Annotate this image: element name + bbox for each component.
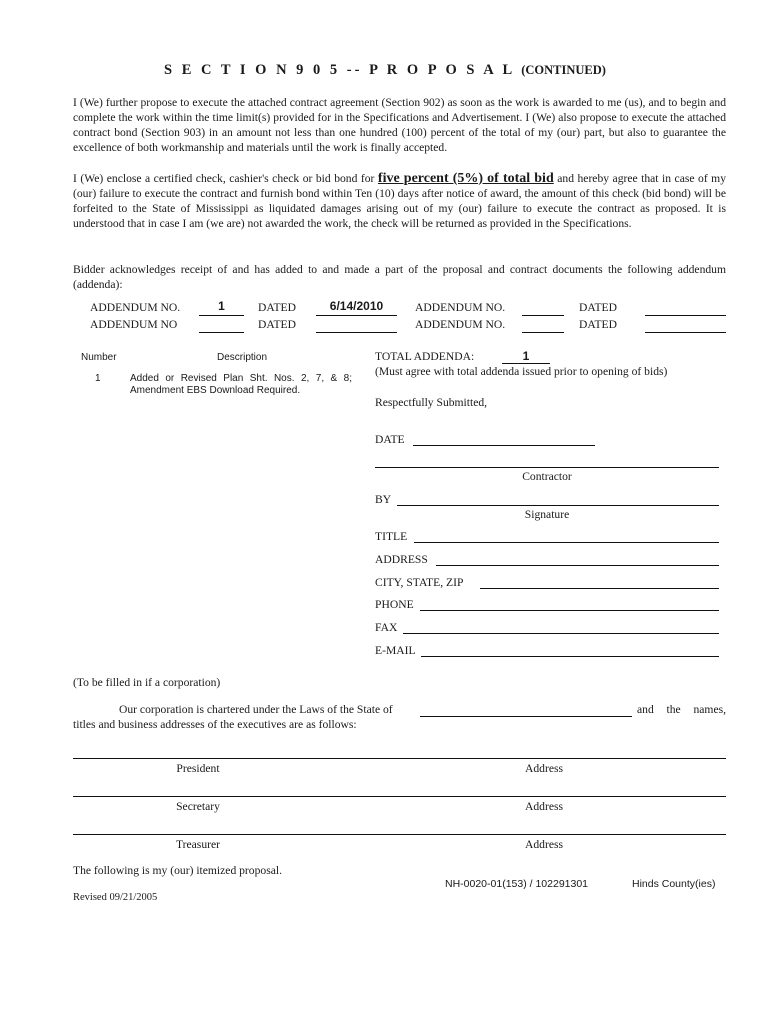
col-header-number: Number xyxy=(81,352,117,363)
continued-label: (CONTINUED) xyxy=(521,63,606,77)
email-label: E-MAIL xyxy=(375,644,416,657)
addenda-row-number: 1 xyxy=(95,373,101,384)
addendum-date-2a-line[interactable] xyxy=(316,332,397,333)
addendum-label-1b: ADDENDUM NO. xyxy=(415,301,506,314)
corporation-state-field[interactable] xyxy=(420,716,632,717)
phone-label: PHONE xyxy=(375,598,414,611)
revised-date: Revised 09/21/2005 xyxy=(73,892,158,903)
col-header-description: Description xyxy=(217,352,268,363)
contractor-field[interactable] xyxy=(375,467,719,468)
fax-label: FAX xyxy=(375,621,398,634)
addendum-date-1b-line[interactable] xyxy=(645,315,726,316)
addendum-number-1a[interactable]: 1 xyxy=(218,299,225,313)
addendum-number-1b-line[interactable] xyxy=(522,315,564,316)
addendum-dated-label-2b: DATED xyxy=(579,318,617,331)
total-addenda-value[interactable]: 1 xyxy=(522,349,530,363)
corporation-line-suffix: and the names, xyxy=(637,703,726,716)
address-field[interactable] xyxy=(436,565,719,566)
email-field[interactable] xyxy=(421,656,719,657)
secretary-address-label: Address xyxy=(525,800,563,813)
project-number: NH-0020-01(153) / 102291301 xyxy=(445,878,589,890)
title-label: TITLE xyxy=(375,530,408,543)
title-field[interactable] xyxy=(414,542,719,543)
corporation-note: (To be filled in if a corporation) xyxy=(73,676,221,689)
addendum-date-1a-line xyxy=(316,315,397,316)
treasurer-field[interactable] xyxy=(73,834,726,835)
addendum-dated-label-2a: DATED xyxy=(258,318,296,331)
addendum-label-2a: ADDENDUM NO xyxy=(90,318,178,331)
city-state-zip-field[interactable] xyxy=(480,588,719,589)
secretary-label: Secretary xyxy=(176,800,220,813)
proposal-paragraph-1: I (We) further propose to execute the attached contract agreement (Section 902) as soon as the work is awarded to me (us), and to begin and complete the work within the time limit(s) provided for in the Specifications and Advertisement. I (We) also propose to execute the attached contract bond (Section 903) in an amount not less than one hundred (100) percent of the total of my (our) part, but also to guarantee the excellence of both workmanship and materials until the work is finally accepted. xyxy=(73,96,726,154)
date-label: DATE xyxy=(375,433,405,446)
president-address-label: Address xyxy=(525,762,563,775)
bond-text-prefix: I (We) enclose a certified check, cashier's check or bid bond for xyxy=(73,172,375,185)
president-field[interactable] xyxy=(73,758,726,759)
addendum-date-2b-line[interactable] xyxy=(645,332,726,333)
secretary-field[interactable] xyxy=(73,796,726,797)
total-addenda-line xyxy=(502,363,550,364)
county-label: Hinds County(ies) xyxy=(632,878,716,890)
itemized-proposal-text: The following is my (our) itemized proposal. xyxy=(73,864,282,877)
addenda-acknowledgement: Bidder acknowledges receipt of and has added to and made a part of the proposal and contract documents the following addendum (addenda): xyxy=(73,263,726,291)
addendum-date-1a[interactable]: 6/14/2010 xyxy=(329,299,384,313)
bond-amount: five percent (5%) of total bid xyxy=(377,171,554,186)
city-state-zip-label: CITY, STATE, ZIP xyxy=(375,576,464,589)
proposal-paragraph-2 xyxy=(73,171,726,231)
section-title xyxy=(0,62,770,79)
addenda-row-description: Added or Revised Plan Sht. Nos. 2, 7, & 8; Amendment EBS Download Required. xyxy=(130,373,352,396)
by-label: BY xyxy=(375,493,392,506)
addendum-number-2b-line[interactable] xyxy=(522,332,564,333)
date-field[interactable] xyxy=(413,445,595,446)
addendum-label-1a: ADDENDUM NO. xyxy=(90,301,181,314)
president-label: President xyxy=(176,762,220,775)
total-addenda-label: TOTAL ADDENDA: xyxy=(375,350,475,363)
addendum-number-1a-line xyxy=(199,315,244,316)
treasurer-address-label: Address xyxy=(525,838,563,851)
respectfully-submitted: Respectfully Submitted, xyxy=(375,396,488,409)
addendum-dated-label-1b: DATED xyxy=(579,301,617,314)
signature-caption: Signature xyxy=(524,508,570,521)
total-addenda-note: (Must agree with total addenda issued prior to opening of bids) xyxy=(375,365,668,378)
treasurer-label: Treasurer xyxy=(175,838,220,851)
fax-field[interactable] xyxy=(403,633,719,634)
addendum-number-2a-line[interactable] xyxy=(199,332,244,333)
signature-field[interactable] xyxy=(397,505,719,506)
address-label: ADDRESS xyxy=(375,553,428,566)
bond-text-suffix: and hereby agree that in case of my (our) failure to execute the contract and furnish bond within Ten (10) days after notice of award, the amount of this check (bid bond) will be forfeited to the State of Mississippi as liquidated damages arising out of my (our) failure to execute the contract as proposed. It is understood that in case I am (we are) not awarded the work, the check will be returned as provided in the Specifications. xyxy=(73,172,726,230)
addendum-dated-label-1a: DATED xyxy=(258,301,296,314)
contractor-caption: Contractor xyxy=(522,470,572,483)
section-title-text: S E C T I O N 9 0 5 -- P R O P O S A L xyxy=(164,62,516,78)
addendum-label-2b: ADDENDUM NO. xyxy=(415,318,506,331)
corporation-line-prefix: Our corporation is chartered under the Laws of the State of xyxy=(119,703,393,716)
corporation-line-2: titles and business addresses of the executives are as follows: xyxy=(73,718,357,731)
phone-field[interactable] xyxy=(420,610,719,611)
